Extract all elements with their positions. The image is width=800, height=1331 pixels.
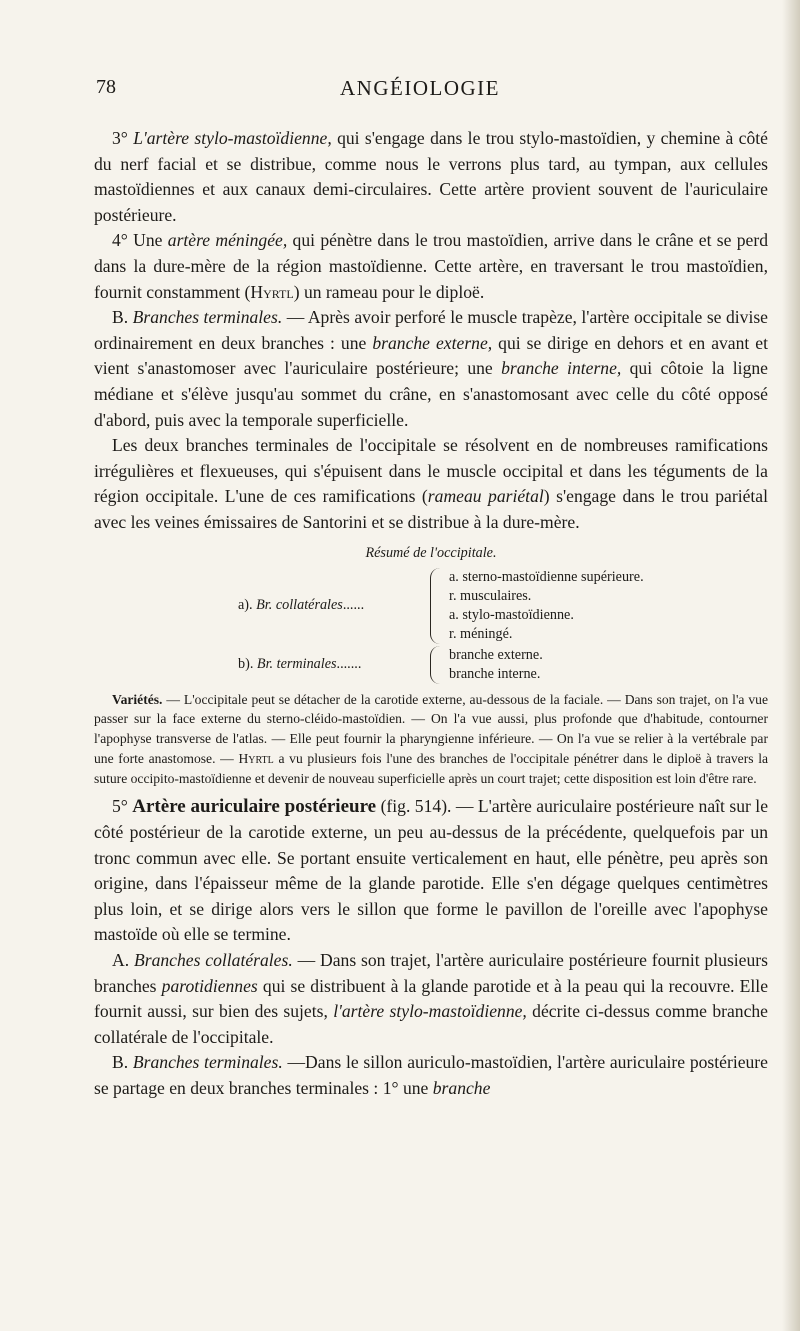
group-label: Br. terminales	[256, 656, 337, 672]
brace	[430, 568, 443, 644]
paragraph-branches-terminales	[94, 305, 768, 433]
paragraph-text: (fig. 514). — L'artère auriculaire postérieure naît sur le côté postérieur de la carotide externe, un peu au-dessus de la précédente, quelquefois par un tronc commun avec elle. Se portant ensuite verticalement en haut, elle pénètre, peu après son origine, dans l'épaisseur même de la glande parotide. Elle s'en dégage quelques centimètres plus loin, et se dirige alors vers le sillon que forme le pavillon de l'oreille avec l'apophyse mastoïde où elle se termine.	[94, 796, 769, 945]
term-italic: branche interne,	[501, 358, 622, 379]
running-title: ANGÉIOLOGIE	[340, 76, 500, 100]
paragraph-stylo-mastoidienne	[94, 126, 768, 228]
summary-group-terminales	[238, 646, 768, 684]
brace	[430, 646, 443, 684]
paragraph-text: qui s'engage dans le trou stylo-mastoïdien, y chemine à côté du nerf facial et se distribue, comme nous le verrons plus tard, au tympan, aux cellules mastoïdiennes et aux canaux demi-circulaires. Cette artère provient souvent de l'auriculaire postérieure.	[94, 128, 768, 225]
varietes-heading: Variétés.	[112, 691, 163, 707]
summary-title: Résumé de l'occipitale.	[365, 544, 497, 561]
term-italic: branche	[432, 1078, 491, 1099]
term-italic: l'artère stylo-mastoïdienne,	[333, 1001, 527, 1022]
term-italic: Branches terminales.	[132, 1052, 283, 1073]
summary-item: r. méningé.	[449, 625, 513, 642]
paragraph-text: décrite ci-dessus comme branche collatérale de l'occipitale.	[94, 1001, 768, 1047]
paragraph-branches-collaterales	[94, 948, 768, 1050]
group-label: Br. collatérales	[256, 597, 343, 613]
paragraph-ramifications	[94, 433, 768, 535]
summary-group-label	[238, 596, 428, 615]
paragraph-text: Les deux branches terminales de l'occipitale se résolvent en de nombreuses ramifications irrégulières et flexueuses, qui s'épuisent dans le muscle occipital et dans les téguments de la région occipitale. L'une de ces ramifications (	[94, 435, 768, 507]
paragraph-text: a vu plusieurs fois l'une des branches de l'occipitale pénétrer dans le diploë à travers la suture occipito-mastoïdienne et devenir de nouveau superficielle après un court trajet; cette disposition est loin d'être rare.	[94, 750, 769, 786]
group-prefix: b).	[238, 656, 257, 672]
paragraph-lead: A.	[112, 950, 134, 971]
paragraph-meningee	[94, 228, 768, 305]
paragraph-text: ) un rameau pour le diploë.	[293, 281, 485, 302]
page-header	[70, 76, 770, 110]
paragraph-text: —Dans le sillon auriculo-mastoïdien, l'artère auriculaire postérieure se partage en deux branches terminales : 1° une	[94, 1052, 768, 1099]
term-italic: artère méningée,	[167, 230, 288, 251]
page-number: 78	[96, 76, 116, 98]
page-edge-shadow	[782, 0, 800, 1331]
term-italic: rameau pariétal	[427, 486, 544, 507]
section-heading: Artère auriculaire postérieure	[132, 796, 377, 818]
paragraph-lead: 3°	[112, 128, 134, 148]
summary-item: a. stylo-mastoïdienne.	[449, 606, 574, 623]
paragraph-text: qui se distribuent à la glande parotide et à la peau qui la recouvre. Elle fournit aussi, sur bien des sujets,	[94, 975, 768, 1022]
paragraph-text: ) s'engage dans le trou pariétal avec les veines émissaires de Santorini et se distribue à la dure-mère.	[94, 486, 768, 532]
summary-items	[449, 568, 644, 644]
paragraph-text: — L'occipitale peut se détacher de la carotide externe, au-dessous de la faciale. — Dans son trajet, on l'a vue passer sur la face externe du sterno-cléido-mastoïdien. — On l'a vue aussi, plus profonde que d'habitude, contourner l'apophyse transverse de l'atlas. — Elle peut fournir la pharyngienne inférieure. — On l'a vue se relier à la vertébrale par une forte anastomose. —	[94, 691, 768, 766]
group-dots: .......	[336, 656, 362, 672]
paragraph-text: qui se dirige en dehors et en avant et vient s'anastomoser avec l'auriculaire postérieure; une	[94, 332, 769, 379]
main-text	[94, 126, 768, 1102]
summary-items	[449, 646, 543, 684]
term-italic: parotidiennes	[161, 975, 258, 996]
paragraph-text: qui pénètre dans le trou mastoïdien, arrive dans le crâne et se perd dans la dure-mère de la région mastoïdienne. Cette artère, en traversant le trou mastoïdien, fournit constamment (	[94, 230, 768, 302]
paragraph-lead: 4° Une	[112, 230, 168, 251]
paragraph-auriculaire-posterieure	[94, 794, 768, 948]
summary-item: r. musculaires.	[449, 587, 532, 604]
term-italic: branche externe,	[372, 332, 493, 353]
summary-item: a. sterno-mastoïdienne supérieure.	[449, 568, 644, 585]
paragraph-branches-terminales-auriculaire	[94, 1050, 768, 1101]
author-name: Hyrtl	[238, 750, 274, 766]
term-italic: Branches collatérales.	[133, 950, 293, 971]
paragraph-text: qui côtoie la ligne médiane et s'élève jusqu'au sommet du crâne, en s'anastomosant avec celle du côté opposé d'abord, puis avec la temporale superficielle.	[94, 358, 768, 430]
author-name: Hyrtl	[250, 281, 294, 302]
paragraph-text: — Après avoir perforé le muscle trapèze, l'artère occipitale se divise ordinairement en deux branches : une	[94, 307, 768, 353]
summary-group-label	[238, 655, 428, 674]
term-italic: Branches terminales.	[132, 307, 283, 328]
paragraph-lead: B.	[112, 1052, 133, 1073]
summary-block	[94, 544, 768, 684]
paragraph-lead: B.	[112, 307, 133, 328]
summary-item: branche interne.	[449, 665, 541, 682]
varietes-note	[94, 690, 768, 789]
paragraph-lead: 5°	[112, 796, 133, 817]
summary-item: branche externe.	[449, 646, 543, 663]
group-dots: ......	[342, 597, 365, 613]
varietes-paragraph	[94, 690, 768, 789]
group-prefix: a).	[238, 597, 257, 613]
summary-group-collaterales	[238, 568, 768, 644]
paragraph-text: — Dans son trajet, l'artère auriculaire postérieure fournit plusieurs branches	[94, 950, 768, 996]
term-italic: L'artère stylo-mastoïdienne,	[133, 128, 332, 148]
